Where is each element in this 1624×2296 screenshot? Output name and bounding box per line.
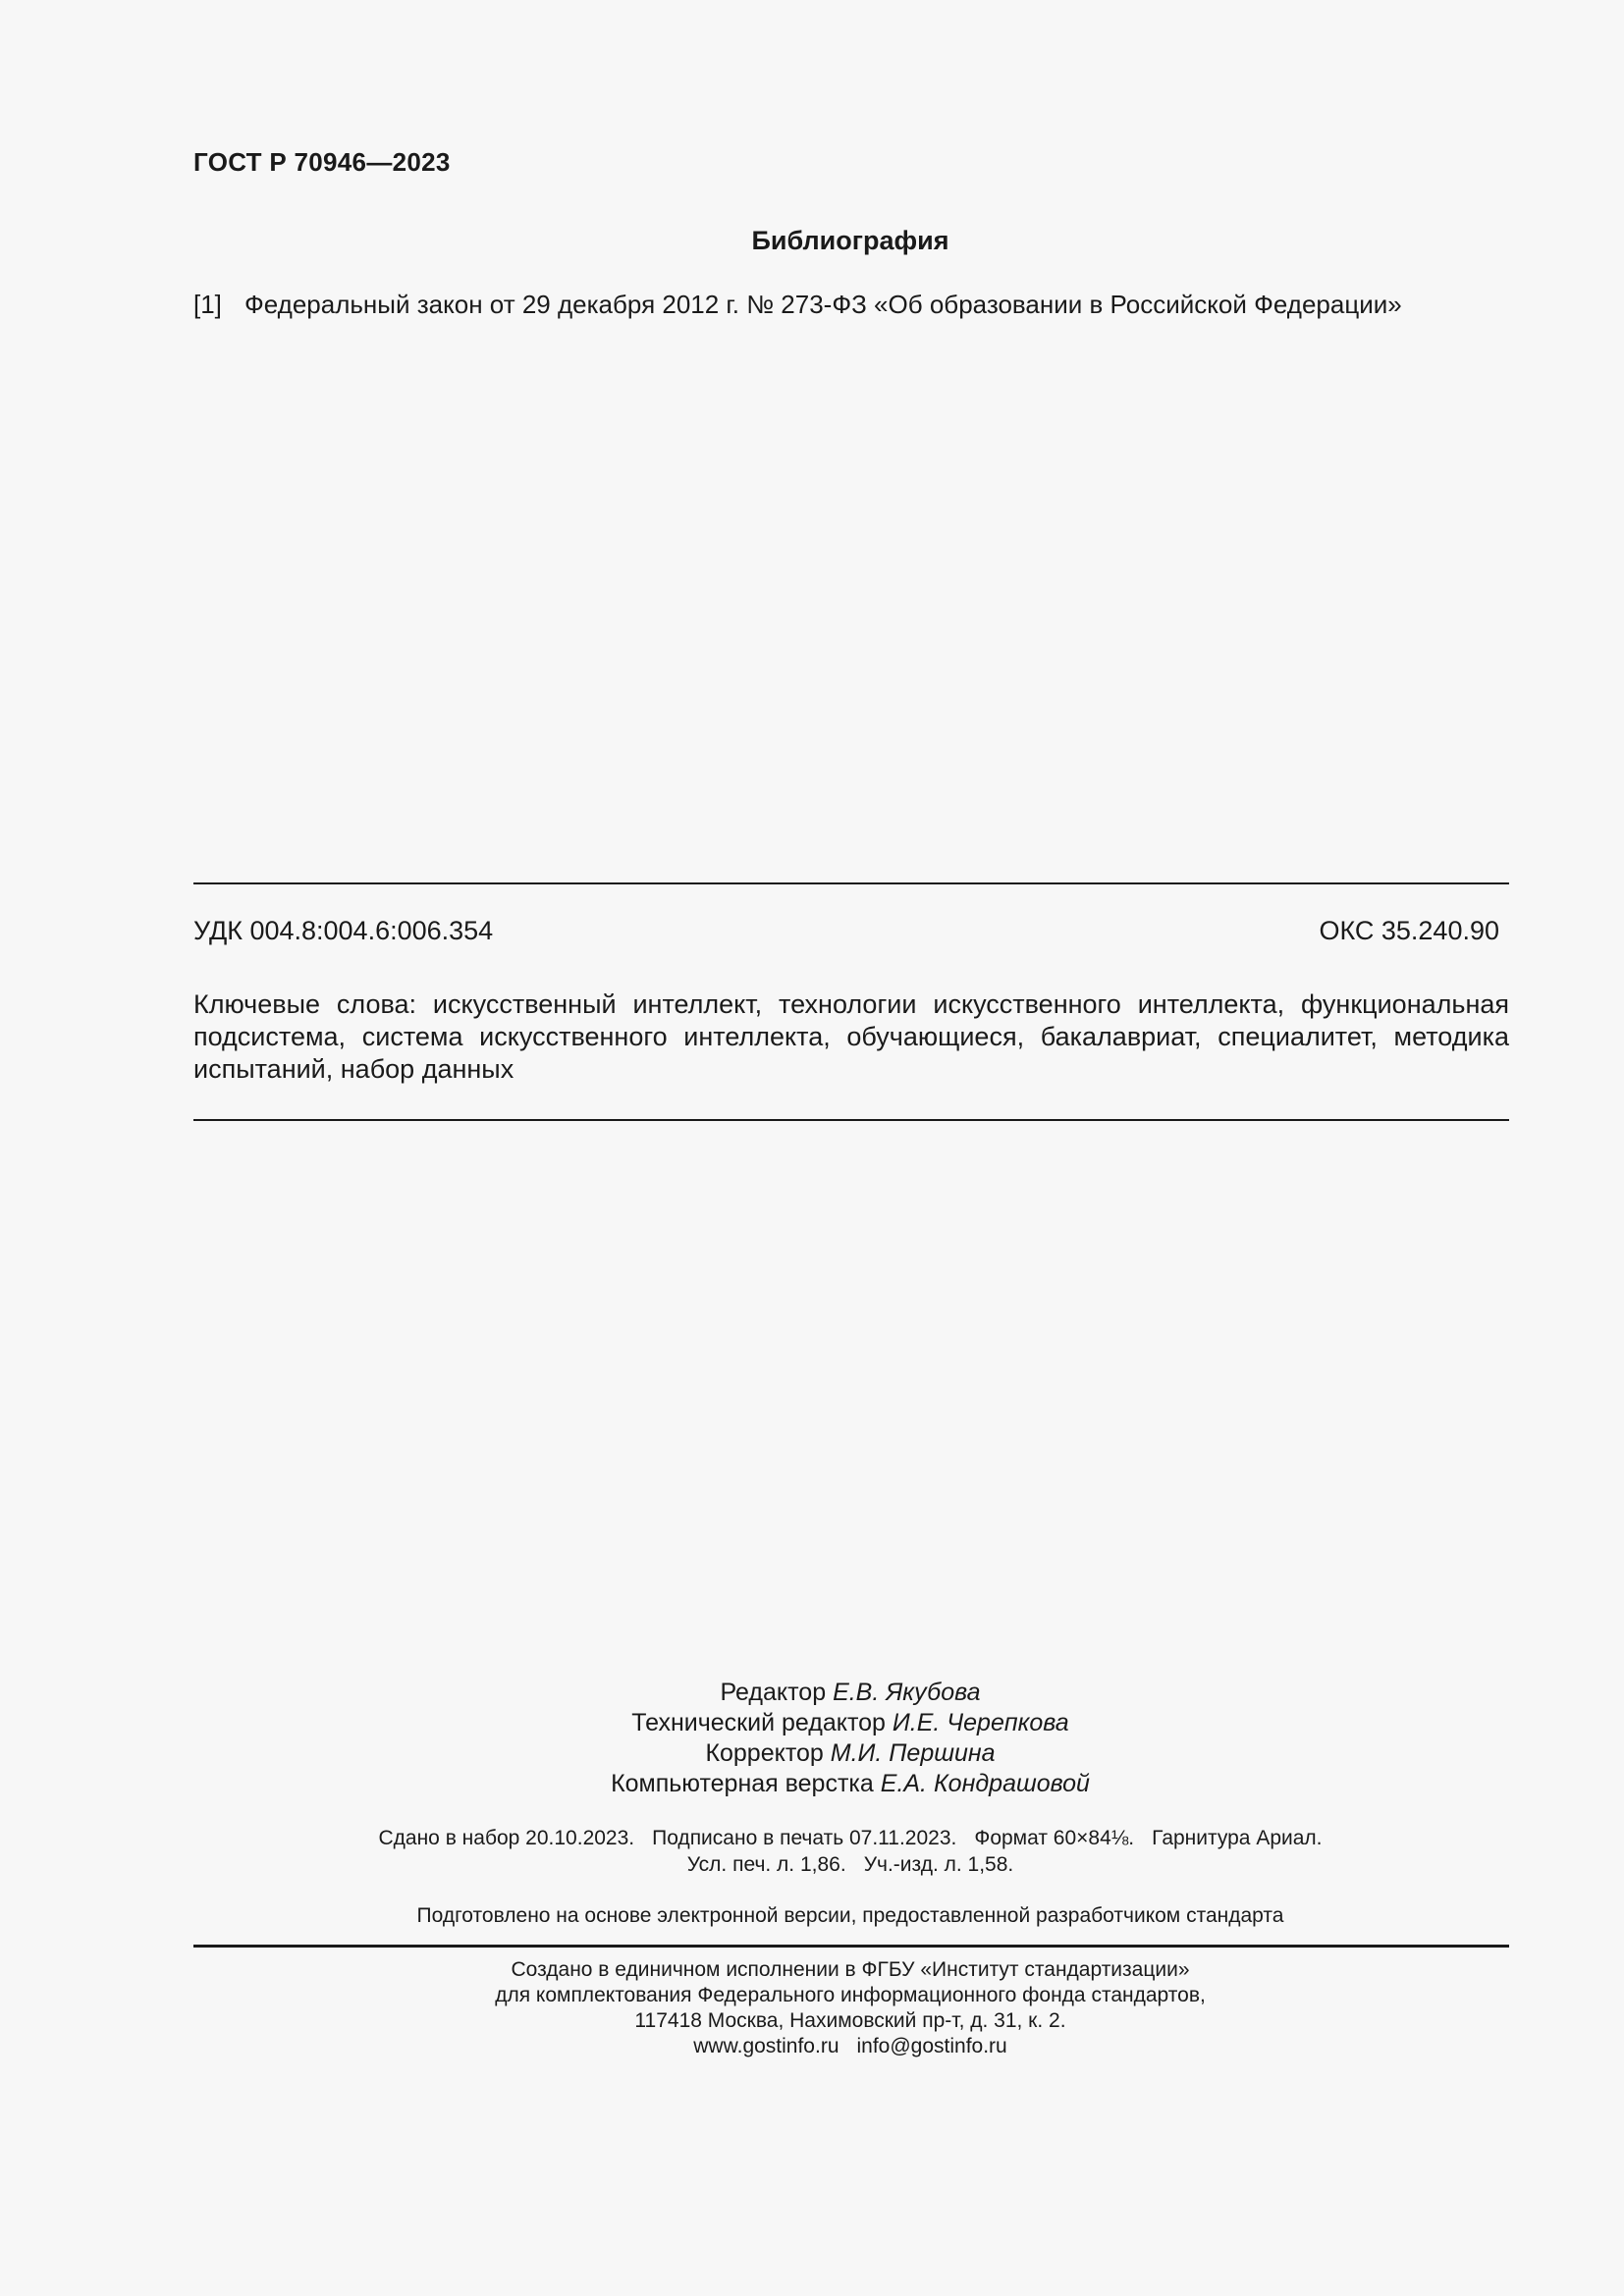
print-signed: Подписано в печать 07.11.2023. — [652, 1827, 957, 1849]
bibliography-item-number: [1] — [193, 290, 222, 319]
email-link[interactable]: info@gostinfo.ru — [856, 2035, 1007, 2057]
print-sheets: Усл. печ. л. 1,86. — [686, 1853, 846, 1876]
created-line-1: Создано в единичном исполнении в ФГБУ «Институт стандартизации» — [511, 1958, 1190, 1981]
credit-editor — [0, 1678, 1624, 1708]
created-block — [0, 1957, 1624, 2059]
credit-name: М.И. Першина — [830, 1739, 996, 1767]
credit-role: Технический редактор — [631, 1709, 886, 1736]
divider-bottom — [193, 1119, 1509, 1121]
divider-footer — [193, 1945, 1509, 1948]
created-line-3: 117418 Москва, Нахимовский пр-т, д. 31, к. 2. — [634, 2009, 1066, 2032]
credit-name: Е.А. Кондрашовой — [880, 1770, 1090, 1797]
credit-technical-editor — [0, 1708, 1624, 1738]
print-format: Формат 60×84⅛. — [974, 1827, 1135, 1849]
print-info-line-2 — [0, 1851, 1624, 1878]
website-link[interactable]: www.gostinfo.ru — [693, 2035, 839, 2057]
oks-code: ОКС 35.240.90 — [1319, 916, 1499, 945]
credit-name: И.Е. Черепкова — [892, 1709, 1069, 1736]
created-contacts — [0, 2034, 1624, 2059]
print-typeface: Гарнитура Ариал. — [1152, 1827, 1323, 1849]
credit-role: Корректор — [705, 1739, 824, 1767]
udc-code: УДК 004.8:004.6:006.354 — [193, 916, 494, 945]
print-info-line-1 — [0, 1825, 1624, 1851]
keywords-text: Ключевые слова: искусственный интеллект, технологии искусственного интеллекта, функциональная подсистема, система искусственного интеллекта, обучающиеся, бакалавриат, специалитет, методика испытаний, набор данных — [193, 989, 1509, 1084]
divider-top — [193, 882, 1509, 884]
credit-name: Е.В. Якубова — [833, 1679, 981, 1706]
credits-block — [0, 1678, 1624, 1799]
document-code: ГОСТ Р 70946—2023 — [193, 147, 451, 177]
created-line-2: для комплектования Федерального информационного фонда стандартов, — [495, 1984, 1206, 2006]
print-publisher-sheets: Уч.-изд. л. 1,58. — [863, 1853, 1014, 1876]
prepared-note: Подготовлено на основе электронной версии, предоставленной разработчиком стандарта — [416, 1904, 1284, 1927]
print-info — [0, 1825, 1624, 1878]
credit-role: Редактор — [720, 1679, 827, 1706]
bibliography-title: Библиография — [751, 226, 949, 255]
bibliography-item-text: Федеральный закон от 29 декабря 2012 г. № 273-ФЗ «Об образовании в Российской Федерации» — [244, 290, 1402, 319]
credit-proofreader — [0, 1738, 1624, 1769]
credit-role: Компьютерная верстка — [611, 1770, 874, 1797]
print-submitted: Сдано в набор 20.10.2023. — [378, 1827, 635, 1849]
credit-layout — [0, 1769, 1624, 1799]
bibliography-item — [193, 289, 1509, 320]
